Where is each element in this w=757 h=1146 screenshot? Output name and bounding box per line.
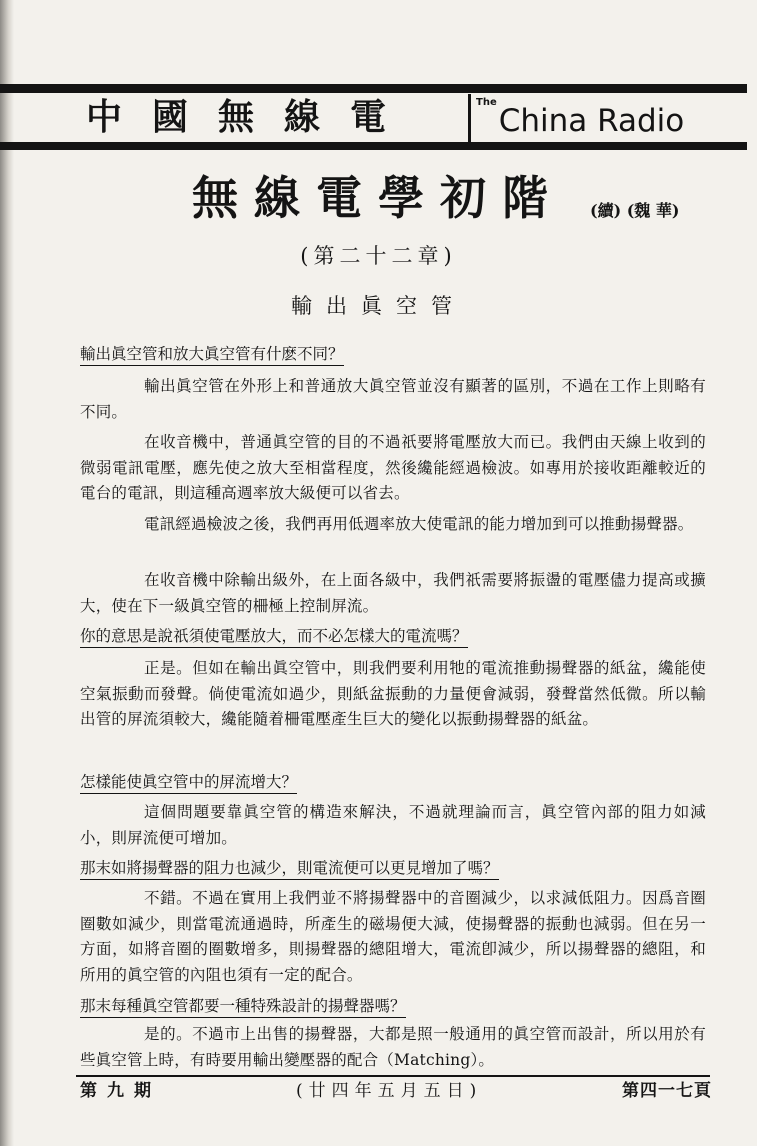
body-paragraph: 在收音機中，普通眞空管的目的不過祇要將電壓放大而已。我們由天線上收到的微弱電訊電壓，應先使之放大至相當程度，然後纔能經過檢波。如專用於接收距離較近的電台的電訊，則這種高週率放大級便可以省去。: [80, 433, 706, 502]
question-heading: 你的意思是說祇須使電壓放大，而不必怎樣大的電流嗎？: [80, 626, 468, 648]
article-subtitle: 輸出眞空管: [291, 294, 466, 318]
question-heading: 輸出眞空管和放大眞空管有什麽不同？: [80, 344, 344, 366]
masthead-chinese-title: 中國無線電: [86, 96, 417, 138]
page-number: 第四一七頁: [622, 1081, 712, 1101]
question-heading: 怎樣能使眞空管中的屏流增大？: [80, 772, 297, 794]
masthead-bottom-rule: [0, 142, 747, 150]
question-heading: 那末如將揚聲器的阻力也減少，則電流便可以更見增加了嗎？: [80, 858, 499, 880]
question-heading: 那末每種眞空管都要一種特殊設計的揚聲器嗎？: [80, 996, 406, 1018]
masthead-top-rule: [0, 84, 747, 93]
body-paragraph: 不錯。不過在實用上我們並不將揚聲器中的音圈減少，以求減低阻力。因爲音圈圈數如減少，則當電流通過時，所產生的磁場便大減，使揚聲器的振動也減弱。但在另一方面，如將音圈的圈數增多，則揚聲器的總阻增大，電流卽減少，所以揚聲器的總阻，和所用的眞空管的內阻也須有一定的配合。: [80, 889, 706, 984]
body-paragraph: 輸出眞空管在外形上和普通放大眞空管並沒有顯著的區別，不過在工作上則略有不同。: [80, 377, 706, 421]
chapter-heading: (第二十二章): [300, 244, 457, 268]
body-paragraph: 是的。不過市上出售的揚聲器，大都是照一般通用的眞空管而設計，所以用於有些眞空管上時，有時要用輸出變壓器的配合（Matching）。: [80, 1025, 706, 1069]
masthead-china-radio: China Radio: [498, 103, 685, 139]
body-paragraph: 正是。但如在輸出眞空管中，則我們要利用牠的電流推動揚聲器的紙盆，纔能使空氣振動而發聲。倘使電流如過少，則紙盆振動的力量便會減弱，發聲當然低微。所以輸出管的屏流須較大，纔能隨着柵電壓產生巨大的變化以振動揚聲器的紙盆。: [80, 659, 706, 728]
masthead-divider: [468, 94, 471, 142]
masthead-english-title: [476, 94, 684, 142]
body-paragraph: 電訊經過檢波之後，我們再用低週率放大使電訊的能力增加到可以推動揚聲器。: [144, 515, 694, 533]
body-paragraph: 在收音機中除輸出級外，在上面各級中，我們祇需要將振盪的電壓儘力提高或擴大，使在下一級眞空管的柵極上控制屏流。: [80, 571, 706, 615]
article-title: 無線電學初階: [192, 171, 564, 225]
article-title-suffix: (續) (魏 華): [590, 201, 680, 220]
issue-date: (廿四年五月五日): [296, 1081, 483, 1101]
page-edge-shadow: [0, 0, 14, 1146]
issue-number: 第九期: [80, 1081, 161, 1101]
masthead-the: The: [476, 97, 497, 108]
body-paragraph: 這個問題要靠眞空管的構造來解決，不過就理論而言，眞空管內部的阻力如減小，則屏流便可增加。: [80, 803, 706, 847]
footer-rule: [76, 1075, 710, 1077]
